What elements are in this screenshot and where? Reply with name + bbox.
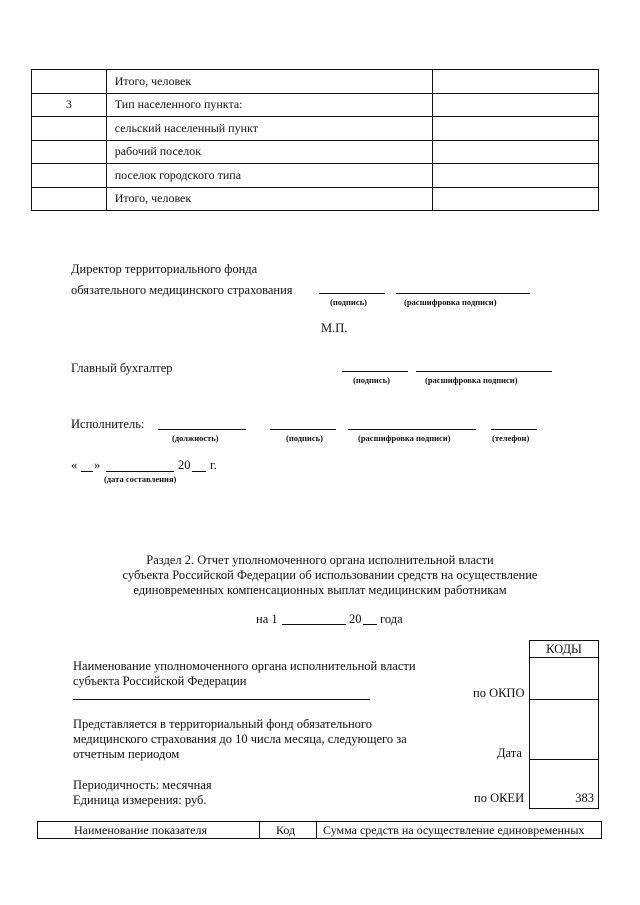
- section2-title-line1: Раздел 2. Отчет уполномоченного органа исполнительной власти: [146, 553, 494, 567]
- table-row: [32, 70, 599, 94]
- periodicity: Периодичность: месячная: [73, 778, 212, 792]
- submit-line1: Представляется в территориальный фонд обязательного: [73, 717, 372, 731]
- submit-line3: отчетным периодом: [73, 747, 180, 761]
- org-name-line1: Наименование уполномоченного органа исполнительной власти: [73, 659, 416, 673]
- date-open-quote: «: [71, 458, 78, 472]
- col-divider: [316, 822, 317, 838]
- col-divider: [259, 822, 260, 838]
- org-name-underline: [73, 699, 370, 700]
- codes-box: [529, 640, 599, 809]
- codes-okpo-divider: [530, 699, 598, 700]
- executor-decode-caption: (расшифровка подписи): [358, 433, 451, 443]
- date-caption: (дата составления): [104, 474, 177, 484]
- executor-signature-caption: (подпись): [286, 433, 323, 443]
- indicators-table-header: [37, 821, 602, 839]
- okei-code-value: 383: [575, 791, 594, 805]
- col-indicator-name: Наименование показателя: [74, 823, 207, 837]
- section2-title-line2: субъекта Российской Федерации об использовании средств на осуществление: [122, 568, 538, 582]
- executor-phone-line: [491, 429, 537, 430]
- row-label: сельский населенный пункт: [106, 117, 432, 141]
- director-signature-line: [319, 293, 385, 294]
- row-label: Итого, человек: [106, 187, 432, 211]
- row-value: [433, 93, 599, 117]
- table-row: [32, 164, 599, 188]
- date-month-line: [106, 471, 174, 472]
- row-label: Итого, человек: [106, 70, 432, 94]
- date-year-line: [192, 471, 206, 472]
- executor-position-line: [158, 429, 246, 430]
- executor-phone-caption: (телефон): [492, 433, 530, 443]
- director-decode-line: [396, 293, 530, 294]
- executor-label: Исполнитель:: [71, 417, 145, 431]
- row-label: поселок городского типа: [106, 164, 432, 188]
- row-value: [433, 164, 599, 188]
- director-title-line1: Директор территориального фонда: [71, 262, 258, 276]
- section2-title-line3: единовременных компенсационных выплат медицинским работникам: [133, 583, 507, 597]
- date-close-quote: »: [94, 458, 101, 472]
- report-date-year: 20: [349, 612, 362, 626]
- row-value: [433, 70, 599, 94]
- row-number: [32, 187, 107, 211]
- population-table: [31, 69, 599, 211]
- row-label: Тип населенного пункта:: [106, 93, 432, 117]
- executor-decode-line: [348, 429, 476, 430]
- accountant-label: Главный бухгалтер: [71, 361, 173, 375]
- table-row: [32, 140, 599, 164]
- accountant-signature-line: [342, 371, 408, 372]
- director-signature-caption: (подпись): [330, 297, 367, 307]
- col-amount: Сумма средств на осуществление единовременных: [323, 823, 585, 837]
- okpo-label: по ОКПО: [473, 686, 525, 700]
- row-number: 3: [32, 93, 107, 117]
- codes-header: КОДЫ: [530, 641, 598, 658]
- date-year-prefix: 20: [178, 458, 191, 472]
- stamp-place: М.П.: [321, 321, 348, 335]
- row-label: рабочий поселок: [106, 140, 432, 164]
- report-date-suffix: года: [380, 612, 403, 626]
- executor-signature-line: [270, 429, 336, 430]
- org-name-line2: субъекта Российской Федерации: [73, 674, 247, 688]
- date-label: Дата: [497, 746, 522, 760]
- row-value: [433, 117, 599, 141]
- row-number: [32, 117, 107, 141]
- director-title-line2: обязательного медицинского страхования: [71, 283, 293, 297]
- date-year-suffix: г.: [210, 458, 217, 472]
- unit-of-measure: Единица измерения: руб.: [73, 793, 207, 807]
- col-code: Код: [276, 823, 296, 837]
- row-value: [433, 140, 599, 164]
- report-date-month-line: [282, 624, 346, 625]
- table-row: [32, 93, 599, 117]
- date-day-line: [81, 471, 93, 472]
- codes-date-divider: [530, 759, 598, 760]
- director-decode-caption: (расшифровка подписи): [404, 297, 497, 307]
- row-value: [433, 187, 599, 211]
- row-number: [32, 140, 107, 164]
- accountant-signature-caption: (подпись): [353, 375, 390, 385]
- submit-line2: медицинского страхования до 10 числа месяца, следующего за: [73, 732, 407, 746]
- accountant-decode-caption: (расшифровка подписи): [425, 375, 518, 385]
- row-number: [32, 70, 107, 94]
- report-date-year-line: [363, 624, 377, 625]
- row-number: [32, 164, 107, 188]
- table-row: [32, 187, 599, 211]
- table-row: [32, 117, 599, 141]
- accountant-decode-line: [416, 371, 552, 372]
- report-date-prefix: на 1: [256, 612, 278, 626]
- executor-position-caption: (должность): [172, 433, 219, 443]
- okei-label: по ОКЕИ: [474, 791, 525, 805]
